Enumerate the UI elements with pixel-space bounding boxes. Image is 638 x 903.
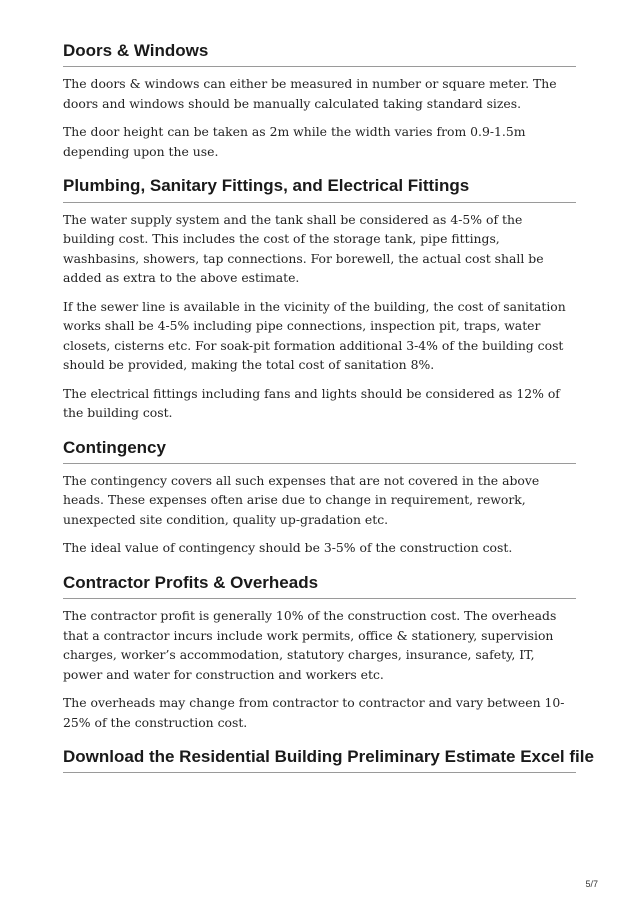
paragraph: The electrical fittings including fans and lights should be considered as 12% of the building cost. (63, 385, 560, 420)
paragraph: The contractor profit is generally 10% of the construction cost. The overheads that a contractor incurs include work permits, office & stationery, supervision charges, worker’s accommodation, statutory charges, insurance, safety, IT, power and water for construction and workers etc. (63, 608, 557, 682)
section-heading: Doors & Windows (63, 40, 576, 67)
section-download-excel (63, 746, 594, 773)
paragraph: The contingency covers all such expenses that are not covered in the above heads. These expenses often arise due to change in requirement, rework, unexpected site condition, quality up-gradation etc. (63, 472, 540, 527)
download-heading: Download the Residential Building Preliminary Estimate Excel file (63, 746, 576, 773)
paragraph: The water supply system and the tank shall be considered as 4-5% of the building cost. This includes the cost of the storage tank, pipe fittings, washbasins, showers, tap connections. For borewell, the actual cost shall be added as extra to the above estimate. (63, 211, 544, 285)
section-contractor-profits-overheads (63, 572, 576, 732)
paragraph: The doors & windows can either be measured in number or square meter. The doors and windows should be manually calculated taking standard sizes. (63, 76, 557, 111)
paragraph: The ideal value of contingency should be 3-5% of the construction cost. (63, 540, 513, 556)
section-doors-windows (63, 40, 576, 161)
paragraph: The door height can be taken as 2m while the width varies from 0.9-1.5m depending upon the use. (63, 124, 526, 159)
document-page (63, 40, 594, 780)
section-heading: Contractor Profits & Overheads (63, 572, 576, 599)
paragraph: The overheads may change from contractor to contractor and vary between 10-25% of the construction cost. (63, 695, 565, 730)
page-number: 5/7 (585, 879, 598, 889)
section-heading: Contingency (63, 437, 576, 464)
paragraph: If the sewer line is available in the vicinity of the building, the cost of sanitation works shall be 4-5% including pipe connections, inspection pit, traps, water closets, cisterns etc. For soak-pit formation additional 3-4% of the building cost should be provided, making the total cost of sanitation 8%. (63, 298, 566, 372)
section-plumbing-sanitary-electrical (63, 175, 576, 422)
section-heading: Plumbing, Sanitary Fittings, and Electrical Fittings (63, 175, 576, 202)
section-contingency (63, 437, 576, 558)
